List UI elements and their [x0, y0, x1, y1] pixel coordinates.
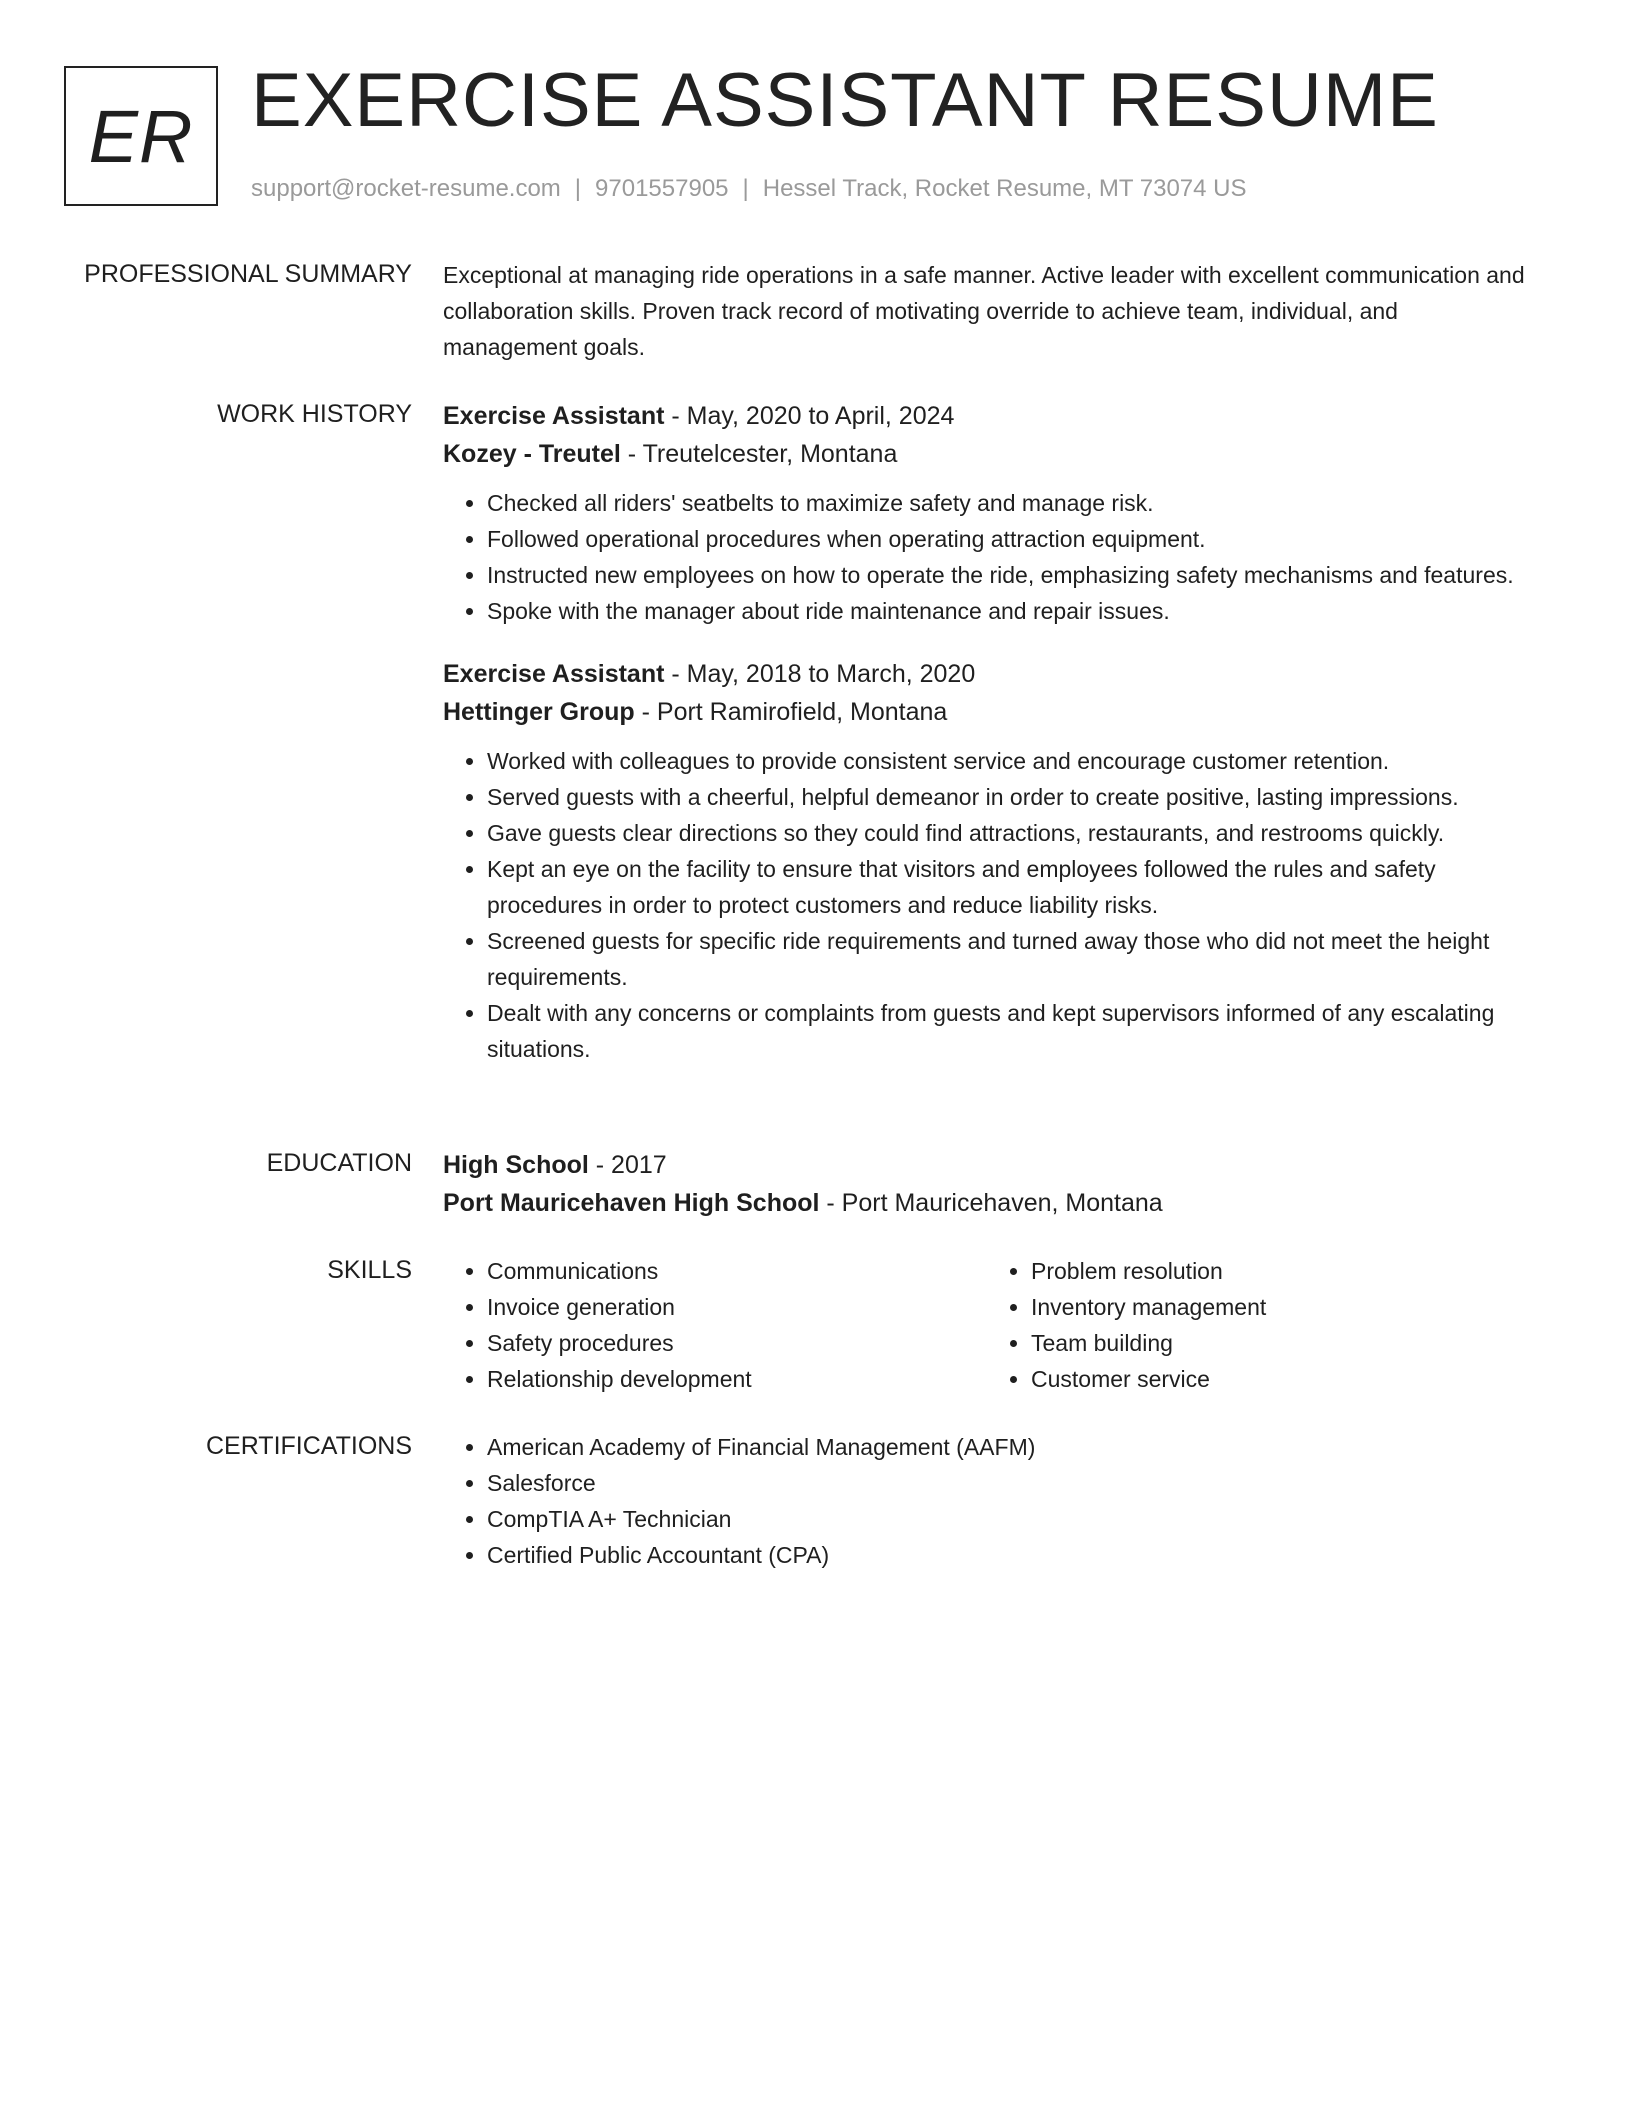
dash: - — [664, 402, 687, 430]
section-label-certifications: CERTIFICATIONS — [205, 1432, 412, 1460]
job-location: Treutelcester, Montana — [642, 440, 898, 468]
list-item: • Gave guests clear directions so they could find attractions, restaurants, and restrooms quickly. — [487, 815, 1533, 851]
section-label-skills: SKILLS — [327, 1256, 412, 1284]
education-body — [443, 1146, 1533, 1222]
dash: - — [634, 698, 657, 726]
certifications-body — [443, 1429, 1533, 1573]
education-school: Port Mauricehaven High School — [443, 1189, 820, 1217]
section-label-education: EDUCATION — [266, 1149, 412, 1177]
education-school-line — [443, 1184, 1533, 1222]
list-item: • CompTIA A+ Technician — [487, 1501, 1533, 1537]
education-degree-line — [443, 1146, 1533, 1184]
job-entry — [443, 655, 1533, 1067]
skills-left-list — [443, 1253, 987, 1397]
job-dates: May, 2018 to March, 2020 — [686, 660, 976, 688]
list-item: • Served guests with a cheerful, helpful demeanor in order to create positive, lasting impressions. — [487, 779, 1533, 815]
education-degree: High School — [443, 1151, 589, 1179]
dash: - — [664, 660, 687, 688]
contact-phone[interactable]: 9701557905 — [595, 175, 729, 202]
education-year: 2017 — [611, 1151, 667, 1179]
list-item: • Worked with colleagues to provide consistent service and encourage customer retention. — [487, 743, 1533, 779]
list-item: • Problem resolution — [1031, 1253, 1531, 1289]
job-company-line — [443, 693, 1533, 731]
work-history-body — [443, 397, 1533, 1067]
job-bullets — [443, 743, 1533, 1067]
list-item: • Instructed new employees on how to operate the ride, emphasizing safety mechanisms and features. — [487, 557, 1533, 593]
section-label-summary: PROFESSIONAL SUMMARY — [84, 260, 412, 288]
list-item: • Dealt with any concerns or complaints from guests and kept supervisors informed of any escalating situations. — [487, 995, 1533, 1067]
dash: - — [819, 1189, 842, 1217]
list-item: • Customer service — [1031, 1361, 1531, 1397]
list-item: • Screened guests for specific ride requirements and turned away those who did not meet the height requirements. — [487, 923, 1533, 995]
summary-text: Exceptional at managing ride operations in a safe manner. Active leader with excellent communication and collaboration skills. Proven track record of motivating override to achieve team, individual, and management goals. — [443, 262, 1525, 360]
list-item: • Relationship development — [487, 1361, 987, 1397]
job-title: Exercise Assistant — [443, 402, 665, 430]
skills-columns — [443, 1253, 1533, 1397]
list-item: • Followed operational procedures when operating attraction equipment. — [487, 521, 1533, 557]
list-item: • Team building — [1031, 1325, 1531, 1361]
list-item: • Communications — [487, 1253, 987, 1289]
list-item: • Spoke with the manager about ride maintenance and repair issues. — [487, 593, 1533, 629]
monogram-logo: ER — [64, 66, 218, 206]
job-entry — [443, 397, 1533, 629]
job-bullets — [443, 485, 1533, 629]
dash: - — [588, 1151, 612, 1179]
list-item: • Certified Public Accountant (CPA) — [487, 1537, 1533, 1573]
list-item: • Kept an eye on the facility to ensure that visitors and employees followed the rules and safety procedures in order to protect customers and reduce liability risks. — [487, 851, 1533, 923]
contact-line — [251, 174, 1247, 204]
job-company-line — [443, 435, 1533, 473]
job-dates: May, 2020 to April, 2024 — [686, 402, 955, 430]
resume-title: EXERCISE ASSISTANT RESUME — [251, 58, 1439, 143]
skills-right-list — [987, 1253, 1531, 1397]
list-item: • Salesforce — [487, 1465, 1533, 1501]
list-item: • Inventory management — [1031, 1289, 1531, 1325]
list-item: • Safety procedures — [487, 1325, 987, 1361]
contact-separator: | — [742, 175, 749, 202]
contact-email[interactable]: support@rocket-resume.com — [251, 175, 561, 202]
list-item: • Invoice generation — [487, 1289, 987, 1325]
job-title: Exercise Assistant — [443, 660, 665, 688]
section-label-work-history: WORK HISTORY — [217, 400, 412, 428]
job-location: Port Ramirofield, Montana — [656, 698, 948, 726]
summary-body — [443, 257, 1533, 365]
education-location: Port Mauricehaven, Montana — [841, 1189, 1163, 1217]
job-title-line — [443, 655, 1533, 693]
job-company: Hettinger Group — [443, 698, 635, 726]
certifications-list — [443, 1429, 1533, 1573]
dash: - — [620, 440, 643, 468]
job-company: Kozey - Treutel — [443, 440, 621, 468]
skills-body — [443, 1253, 1533, 1397]
list-item: • Checked all riders' seatbelts to maximize safety and manage risk. — [487, 485, 1533, 521]
job-title-line — [443, 397, 1533, 435]
list-item: • American Academy of Financial Management (AAFM) — [487, 1429, 1533, 1465]
contact-separator: | — [574, 175, 582, 202]
contact-address: Hessel Track, Rocket Resume, MT 73074 US — [762, 175, 1247, 202]
